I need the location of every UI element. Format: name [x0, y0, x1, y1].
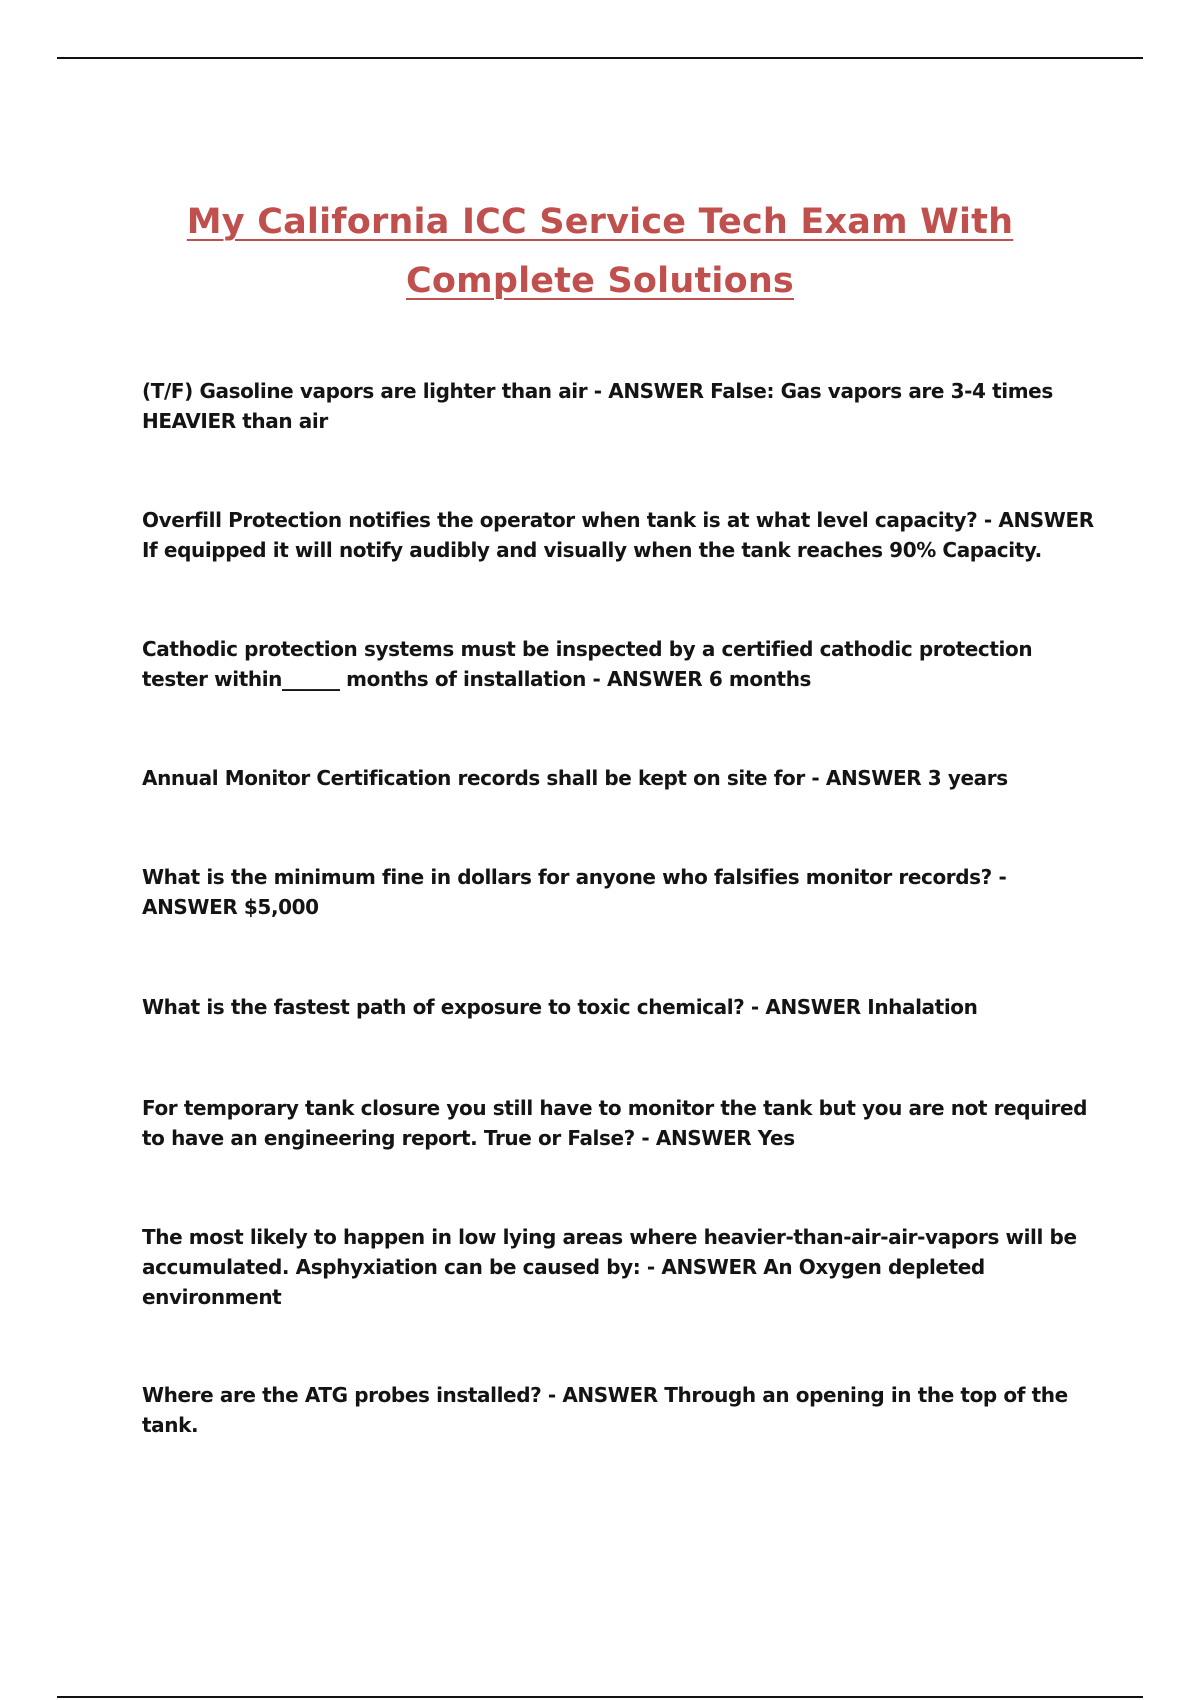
qa-item: Annual Monitor Certification records shall be kept on site for - ANSWER 3 years — [142, 766, 1008, 790]
bottom-rule — [57, 1696, 1143, 1698]
qa-item: Cathodic protection systems must be inspected by a certified cathodic protection tester within______ months of installation - ANSWER 6 months — [142, 637, 1033, 691]
qa-item: For temporary tank closure you still have to monitor the tank but you are not required to have an engineering report. True or False? - ANSWER Yes — [142, 1096, 1088, 1150]
qa-item: Where are the ATG probes installed? - ANSWER Through an opening in the top of the tank. — [142, 1383, 1068, 1437]
qa-item: What is the minimum fine in dollars for anyone who falsifies monitor records? - ANSWER $5,000 — [142, 865, 1007, 919]
document-title — [100, 193, 1100, 311]
qa-item: What is the fastest path of exposure to toxic chemical? - ANSWER Inhalation — [142, 995, 978, 1019]
qa-item: The most likely to happen in low lying areas where heavier-than-air-air-vapors will be accumulated. Asphyxiation can be caused by: - ANSWER An Oxygen depleted environment — [142, 1225, 1077, 1309]
title-line-2: Complete Solutions — [406, 261, 794, 301]
qa-item: Overfill Protection notifies the operator when tank is at what level capacity? - ANSWER If equipped it will notify audibly and visually when the tank reaches 90% Capacity. — [142, 508, 1094, 562]
top-rule — [57, 57, 1143, 59]
title-line-1: My California ICC Service Tech Exam With — [186, 202, 1014, 242]
qa-item: (T/F) Gasoline vapors are lighter than air - ANSWER False: Gas vapors are 3-4 times HEAVIER than air — [142, 379, 1053, 433]
